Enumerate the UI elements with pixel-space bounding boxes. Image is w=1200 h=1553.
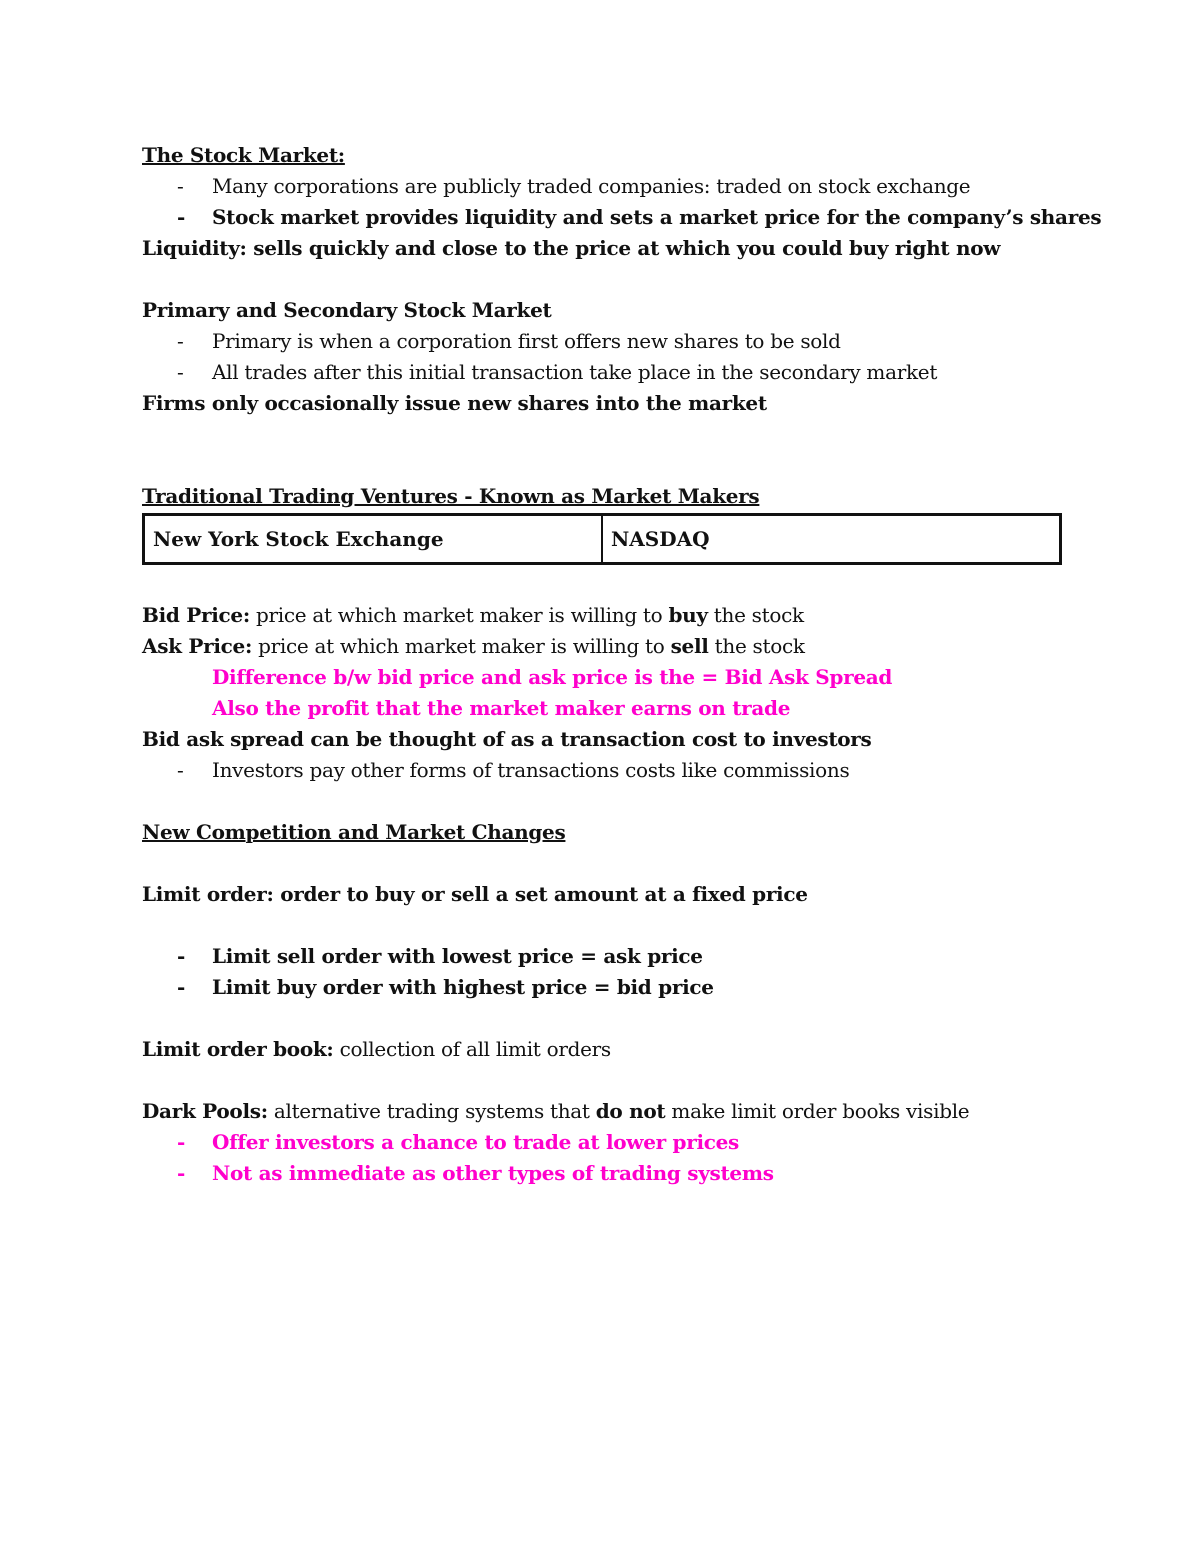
emphasis-sell: sell	[670, 634, 709, 658]
definition-text: collection of all limit orders	[333, 1037, 611, 1061]
spacer	[142, 264, 1062, 295]
list-item-text: Primary is when a corporation first offers new shares to be sold	[212, 329, 841, 353]
definition-text: the stock	[707, 603, 804, 627]
bullet-dash: -	[177, 205, 186, 229]
bid-ask-spread-note: Difference b/w bid price and ask price is the = Bid Ask Spread	[212, 665, 893, 689]
list-item	[142, 171, 1062, 202]
list-item	[142, 755, 1062, 786]
emphasis-buy: buy	[668, 603, 708, 627]
bullet-dash: -	[177, 975, 186, 999]
bullet-dash: -	[177, 1161, 186, 1185]
definition-text: price at which market maker is willing to	[249, 603, 669, 627]
dark-pools-term: Dark Pools:	[142, 1099, 268, 1123]
spacer	[142, 848, 1062, 879]
list-item-text: Offer investors a chance to trade at lower prices	[212, 1130, 740, 1154]
transaction-cost-note: Bid ask spread can be thought of as a transaction cost to investors	[142, 727, 872, 751]
market-makers-table	[142, 513, 1062, 565]
list-item-text: Limit sell order with lowest price = ask price	[212, 944, 703, 968]
definition-text: the stock	[708, 634, 805, 658]
spacer	[142, 1003, 1062, 1034]
list-item	[142, 1158, 1062, 1189]
spacer	[142, 419, 1062, 481]
dark-pools-definition	[142, 1096, 1062, 1127]
list-item-text: Investors pay other forms of transactions costs like commissions	[212, 758, 850, 782]
list-item	[142, 972, 1062, 1003]
list-item-text: Limit buy order with highest price = bid price	[212, 975, 714, 999]
liquidity-definition: Liquidity: sells quickly and close to the price at which you could buy right now	[142, 236, 1001, 260]
list-item-text: Not as immediate as other types of trading systems	[212, 1161, 774, 1185]
table-cell-nasdaq: NASDAQ	[602, 515, 1061, 564]
bid-price-definition	[142, 600, 1062, 631]
table-row	[144, 515, 1061, 564]
spacer	[142, 565, 1062, 600]
bid-price-term: Bid Price:	[142, 603, 250, 627]
emphasis-do-not: do not	[595, 1099, 666, 1123]
new-shares-note: Firms only occasionally issue new shares into the market	[142, 391, 767, 415]
heading-traditional-trading: Traditional Trading Ventures - Known as Market Makers	[142, 484, 760, 508]
definition-text: price at which market maker is willing to	[252, 634, 671, 658]
list-item	[142, 202, 1102, 233]
bullet-dash: -	[177, 944, 186, 968]
ask-price-definition	[142, 631, 1062, 662]
list-item	[142, 941, 1062, 972]
spacer	[142, 786, 1062, 817]
bullet-dash: -	[177, 360, 184, 384]
market-maker-profit-note: Also the profit that the market maker earns on trade	[212, 696, 791, 720]
document-page	[142, 140, 1102, 1189]
list-item-text: All trades after this initial transaction take place in the secondary market	[212, 360, 938, 384]
limit-order-book-definition	[142, 1034, 1062, 1065]
limit-order-book-term: Limit order book:	[142, 1037, 334, 1061]
spacer	[142, 910, 1062, 941]
ask-price-term: Ask Price:	[142, 634, 253, 658]
list-item-text: Many corporations are publicly traded companies: traded on stock exchange	[212, 174, 971, 198]
list-item	[142, 326, 1062, 357]
list-item	[142, 1127, 1062, 1158]
heading-stock-market: The Stock Market:	[142, 143, 345, 167]
heading-primary-secondary: Primary and Secondary Stock Market	[142, 298, 552, 322]
spacer	[142, 1065, 1062, 1096]
definition-text: make limit order books visible	[665, 1099, 970, 1123]
definition-text: alternative trading systems that	[267, 1099, 596, 1123]
heading-new-competition: New Competition and Market Changes	[142, 820, 566, 844]
bullet-dash: -	[177, 1130, 186, 1154]
limit-order-definition: Limit order: order to buy or sell a set amount at a fixed price	[142, 882, 808, 906]
list-item-text: Stock market provides liquidity and sets a market price for the company’s shares	[212, 205, 1102, 229]
table-cell-nyse: New York Stock Exchange	[144, 515, 603, 564]
list-item	[142, 357, 1062, 388]
bullet-dash: -	[177, 174, 184, 198]
bullet-dash: -	[177, 329, 184, 353]
bullet-dash: -	[177, 758, 184, 782]
